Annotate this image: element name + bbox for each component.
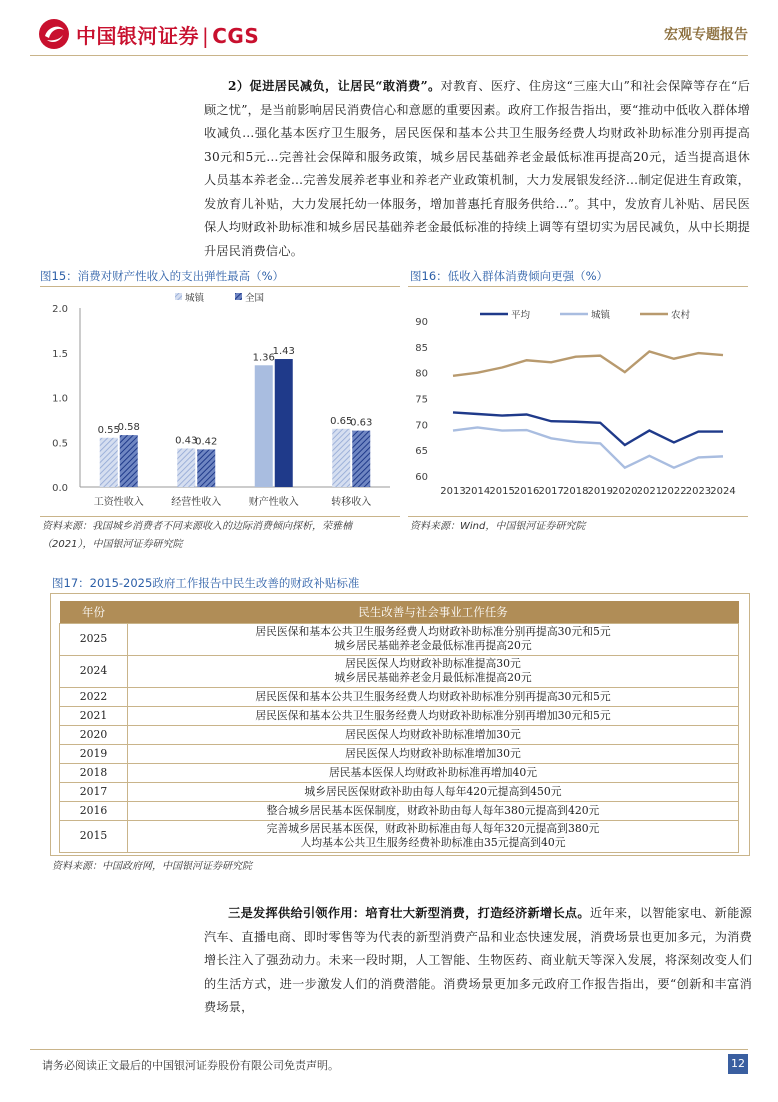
data-label: 0.55 xyxy=(97,424,120,436)
table-cell-task xyxy=(128,706,739,725)
table-cell-task xyxy=(128,782,739,801)
x-tick-label: 2014 xyxy=(464,486,491,497)
figure-15-caption: 图15：消费对财产性收入的支出弹性最高（%） xyxy=(40,269,285,283)
bar xyxy=(100,438,118,487)
x-tick-label: 2018 xyxy=(563,486,589,497)
y-tick-label: 2.0 xyxy=(52,304,68,315)
brand-logo xyxy=(38,18,259,50)
table-cell-task xyxy=(128,820,739,852)
series-line-农村 xyxy=(453,351,723,375)
y-tick-label: 65 xyxy=(415,446,428,458)
figure-17-caption: 图17：2015-2025政府工作报告中民生改善的财政补贴标准 xyxy=(52,576,360,590)
y-tick-label: 0.5 xyxy=(52,438,68,450)
footer-divider xyxy=(30,1049,748,1050)
table-cell-year: 2017 xyxy=(60,782,128,801)
legend-label: 城镇 xyxy=(591,310,611,321)
x-tick-label: 2023 xyxy=(685,486,712,497)
task-line: 居民医保和基本公共卫生服务经费人均财政补助标准分别再增加30元和5元 xyxy=(255,708,611,722)
figure-17-bottom-divider xyxy=(50,855,750,856)
legend-swatch xyxy=(235,293,242,300)
y-tick-label: 1.5 xyxy=(52,348,68,360)
header-divider xyxy=(30,55,748,56)
figure-15-caption-divider xyxy=(40,286,400,287)
x-tick-label: 转移收入 xyxy=(331,497,372,508)
table-cell-year: 2016 xyxy=(60,801,128,820)
task-line: 城乡居民基础养老金月最低标准提高20元 xyxy=(334,671,532,684)
table-header-year: 年份 xyxy=(60,601,128,623)
data-label: 0.58 xyxy=(117,422,140,434)
figure-15-bottom-divider xyxy=(40,516,400,517)
y-tick-label: 80 xyxy=(415,368,428,380)
x-tick-label: 2013 xyxy=(440,486,466,497)
legend-label: 平均 xyxy=(511,310,531,321)
paragraph-lead: 三是发挥供给引领作用：培育壮大新型消费，打造经济新增长点。 xyxy=(228,906,590,920)
legend-swatch xyxy=(175,293,182,300)
task-line: 人均基本公共卫生服务经费补助标准由35元提高到40元 xyxy=(300,836,566,849)
figure-16-chart xyxy=(408,296,748,501)
report-type-label: 宏观专题报告 xyxy=(664,27,748,43)
bar xyxy=(275,359,293,487)
table-cell-year: 2015 xyxy=(60,820,128,852)
x-tick-label: 2020 xyxy=(612,486,638,497)
x-tick-label: 财产性收入 xyxy=(248,497,299,508)
x-tick-label: 2021 xyxy=(636,486,663,497)
page-header xyxy=(0,0,778,62)
figure-17-source: 资料来源：中国政府网，中国银河证券研究院 xyxy=(52,861,252,872)
x-tick-label: 2015 xyxy=(489,486,515,497)
table-row xyxy=(60,687,739,706)
data-label: 1.43 xyxy=(272,346,295,358)
data-label: 1.36 xyxy=(252,352,275,364)
table-row xyxy=(60,623,739,655)
table-cell-year: 2019 xyxy=(60,744,128,763)
table-cell-task xyxy=(128,725,739,744)
bar xyxy=(120,435,138,487)
task-line: 居民医保人均财政补助标准提高30元 xyxy=(345,657,521,670)
x-tick-label: 工资性收入 xyxy=(93,497,144,508)
footer-disclaimer: 请务必阅读正文最后的中国银河证券股份有限公司免责声明。 xyxy=(42,1059,339,1072)
table-row xyxy=(60,725,739,744)
table-cell-task xyxy=(128,623,739,655)
table-cell-year: 2021 xyxy=(60,706,128,725)
task-line: 城乡居民基础养老金最低标准再提高20元 xyxy=(334,639,532,652)
table-cell-task xyxy=(128,763,739,782)
table-row xyxy=(60,801,739,820)
x-tick-label: 2022 xyxy=(661,486,687,497)
bar-chart-svg xyxy=(40,290,400,515)
table-row xyxy=(60,706,739,725)
table-row xyxy=(60,820,739,852)
table-header-task: 民生改善与社会事业工作任务 xyxy=(128,601,739,623)
table-cell-task xyxy=(128,744,739,763)
y-tick-label: 75 xyxy=(415,394,428,406)
paragraph-lead: 2）促进居民减负，让居民“敢消费”。 xyxy=(228,79,441,93)
figure-16-source: 资料来源：Wind，中国银河证券研究院 xyxy=(410,521,586,532)
table-cell-year: 2020 xyxy=(60,725,128,744)
table-cell-year: 2025 xyxy=(60,623,128,655)
task-line: 居民医保和基本公共卫生服务经费人均财政补助标准分别再提高30元和5元 xyxy=(255,625,611,638)
legend-label: 农村 xyxy=(671,310,691,321)
x-tick-label: 经营性收入 xyxy=(171,497,222,508)
x-tick-label: 2019 xyxy=(587,486,613,497)
bar xyxy=(332,429,350,487)
y-tick-label: 85 xyxy=(415,342,428,354)
table-body xyxy=(60,623,739,852)
legend-label: 城镇 xyxy=(185,293,205,304)
subsidy-standards-table xyxy=(59,601,739,853)
table-cell-task xyxy=(128,655,739,687)
task-line: 城乡居民医保财政补助由每人每年420元提高到450元 xyxy=(304,784,562,798)
figure-15-chart xyxy=(40,290,400,515)
task-line: 居民基本医保人均财政补助标准再增加40元 xyxy=(328,765,538,779)
table-header-row xyxy=(60,601,739,623)
x-tick-label: 2017 xyxy=(538,486,564,497)
table-cell-year: 2022 xyxy=(60,687,128,706)
figure-16-caption-divider xyxy=(408,286,748,287)
task-line: 居民医保人均财政补助标准增加30元 xyxy=(345,746,521,760)
table-row xyxy=(60,655,739,687)
page-number: 12 xyxy=(728,1054,748,1074)
bar xyxy=(255,365,273,487)
y-tick-label: 60 xyxy=(415,472,428,483)
paragraph-reduce-burden xyxy=(204,75,750,263)
cgs-logo-icon xyxy=(38,18,70,50)
table-cell-task xyxy=(128,687,739,706)
table-cell-task xyxy=(128,801,739,820)
data-label: 0.63 xyxy=(350,417,373,429)
series-line-城镇 xyxy=(453,427,723,467)
bar xyxy=(177,449,195,487)
figure-16-caption: 图16：低收入群体消费倾向更强（%） xyxy=(410,269,609,283)
task-line: 居民医保和基本公共卫生服务经费人均财政补助标准分别再提高30元和5元 xyxy=(255,689,611,703)
y-tick-label: 70 xyxy=(415,420,428,432)
line-chart-svg xyxy=(408,296,748,501)
table-cell-year: 2024 xyxy=(60,655,128,687)
data-label: 0.43 xyxy=(175,435,198,447)
paragraph-body: 对教育、医疗、住房这“三座大山”和社会保障等存在“后顾之忧”，是当前影响居民消费信心和意愿的重要因素。政府工作报告指出，要“推动中低收入群体增收减负…强化基本医疗卫生服务，居民医保和基本公共卫生服务经费人均财政补助标准分别再提高30元和5元…完善社会保障和服务政策，城乡居民基础养老金最低标准再提高20元，适当提高退休人员基本养老金…完善发展养老事业和养老产业政策机制，大力发展银发经济…制定促进生育政策，发放育儿补贴，大力发展托幼一体服务，增加普惠托育服务供给…”。其中，发放育儿补贴、居民医保人均财政补助标准和城乡居民基础养老金最低标准的持续上调等有望切实为居民减负，从中长期提升居民消费信心。 xyxy=(204,79,750,258)
y-tick-label: 0.0 xyxy=(52,483,68,494)
y-tick-label: 90 xyxy=(415,317,428,328)
y-tick-label: 1.0 xyxy=(52,393,68,405)
data-label: 0.42 xyxy=(195,436,218,448)
paragraph-new-consumption xyxy=(204,902,752,1020)
task-line: 完善城乡居民基本医保，财政补助标准由每人每年320元提高到380元 xyxy=(266,822,600,835)
figure-15-source: 资料来源：我国城乡消费者不同来源收入的边际消费倾向探析，荣雅楠（2021），中国银河证券研究院 xyxy=(42,521,352,550)
figure-16-bottom-divider xyxy=(408,516,748,517)
logo-text: 中国银河证券 | CGS xyxy=(76,23,260,48)
x-tick-label: 2024 xyxy=(710,486,736,497)
bar xyxy=(352,431,370,487)
task-line: 居民医保人均财政补助标准增加30元 xyxy=(345,727,521,741)
table-row xyxy=(60,782,739,801)
task-line: 整合城乡居民基本医保制度，财政补助由每人每年380元提高到420元 xyxy=(266,803,600,817)
legend-label: 全国 xyxy=(245,293,265,304)
data-label: 0.65 xyxy=(330,415,353,427)
paragraph-body: 近年来，以智能家电、新能源汽车、直播电商、即时零售等为代表的新型消费产品和业态快速发展，消费场景也更加多元，为消费增长注入了强劲动力。未来一段时期，人工智能、生物医药、商业航天等深入发展，将深刻改变人们的生活方式，进一步激发人们的消费潜能。消费场景更加多元政府工作报告指出，要“创新和丰富消费场景， xyxy=(204,906,752,1014)
table-row xyxy=(60,763,739,782)
x-tick-label: 2016 xyxy=(513,486,540,497)
bar xyxy=(197,449,215,487)
table-row xyxy=(60,744,739,763)
table-cell-year: 2018 xyxy=(60,763,128,782)
